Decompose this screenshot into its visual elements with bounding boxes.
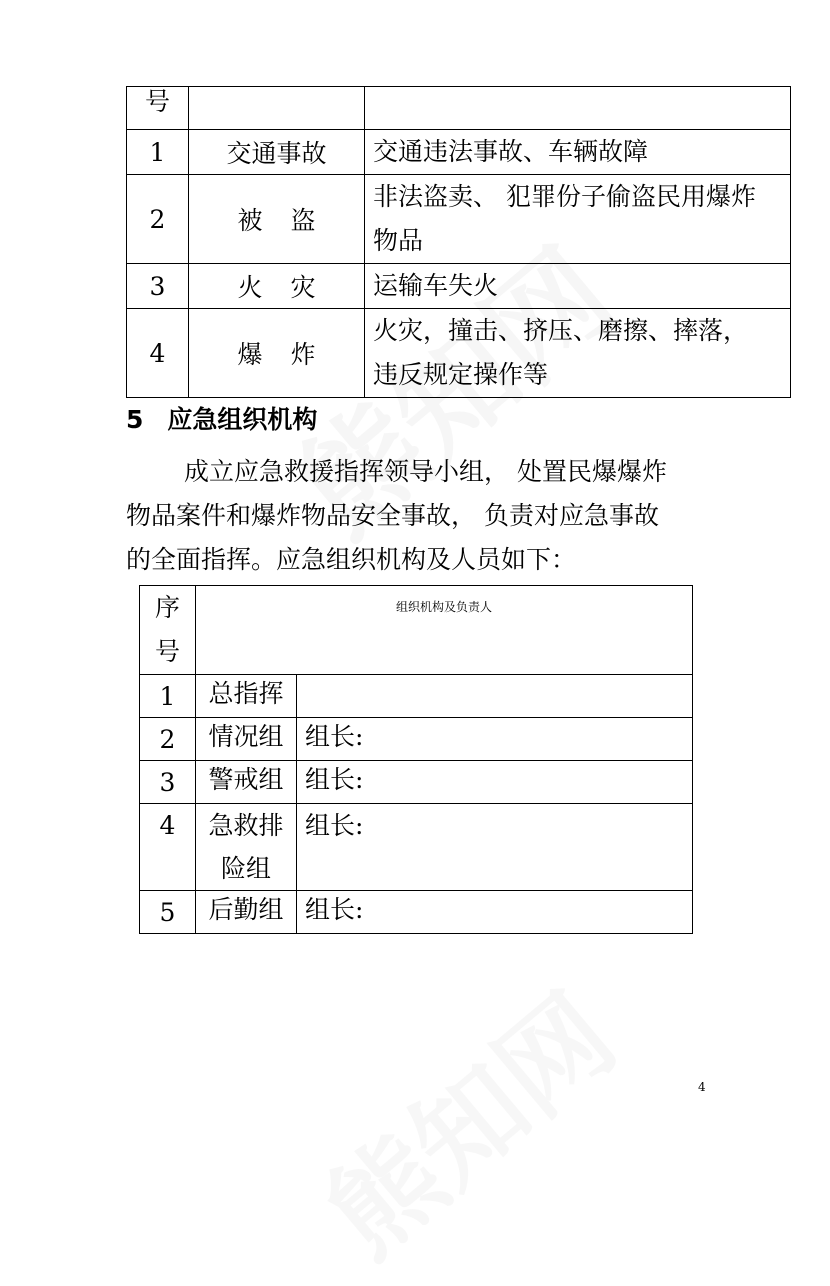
accident-type-table (126, 86, 791, 398)
group-name: 警戒组 (196, 761, 297, 804)
header-fragment: 号 (127, 87, 189, 130)
table-row (127, 175, 791, 264)
header-no: 序 号 (140, 586, 196, 675)
table-row (140, 804, 693, 891)
row-number: 2 (127, 175, 189, 264)
table-row (127, 130, 791, 175)
row-number: 1 (127, 130, 189, 175)
group-name: 情况组 (196, 718, 297, 761)
group-leader: 组长: (297, 804, 693, 891)
table-row (140, 761, 693, 804)
accident-cause: 交通违法事故、车辆故障 (365, 130, 791, 175)
table-row (127, 87, 791, 130)
row-number: 4 (127, 309, 189, 398)
group-leader: 组长: (297, 718, 693, 761)
group-leader (297, 675, 693, 718)
group-leader: 组长: (297, 761, 693, 804)
accident-cause: 运输车失火 (365, 264, 791, 309)
section-number: 5 (126, 405, 144, 434)
row-number: 1 (140, 675, 196, 718)
accident-cause: 非法盗卖、 犯罪份子偷盗民用爆炸 物品 (365, 175, 791, 264)
group-leader: 组长: (297, 891, 693, 934)
table-row (127, 264, 791, 309)
table-row (140, 675, 693, 718)
table-row (140, 718, 693, 761)
section-heading (126, 400, 317, 436)
table-row (127, 309, 791, 398)
row-number: 5 (140, 891, 196, 934)
accident-cause: 火灾，撞击、挤压、磨擦、摔落， 违反规定操作等 (365, 309, 791, 398)
group-name: 总指挥 (196, 675, 297, 718)
accident-type: 爆炸 (237, 340, 344, 369)
page-number: 4 (698, 1080, 706, 1094)
accident-type: 火灾 (237, 273, 344, 302)
table-row (140, 891, 693, 934)
watermark-bottom (288, 952, 642, 1285)
group-name: 急救排 险组 (196, 804, 297, 891)
header-title: 组织机构及负责人 (196, 586, 693, 675)
row-number: 2 (140, 718, 196, 761)
section-title: 应急组织机构 (167, 405, 318, 434)
table-header-row (140, 586, 693, 675)
body-paragraph: 成立应急救援指挥领导小组， 处置民爆爆炸 物品案件和爆炸物品安全事故， 负责对应急事故 的全面指挥。应急组织机构及人员如下： (126, 457, 667, 574)
group-name: 后勤组 (196, 891, 297, 934)
accident-type: 被盗 (237, 206, 344, 235)
row-number: 3 (140, 761, 196, 804)
accident-type: 交通事故 (189, 130, 365, 175)
row-number: 4 (140, 804, 196, 891)
organization-table (139, 585, 693, 934)
row-number: 3 (127, 264, 189, 309)
